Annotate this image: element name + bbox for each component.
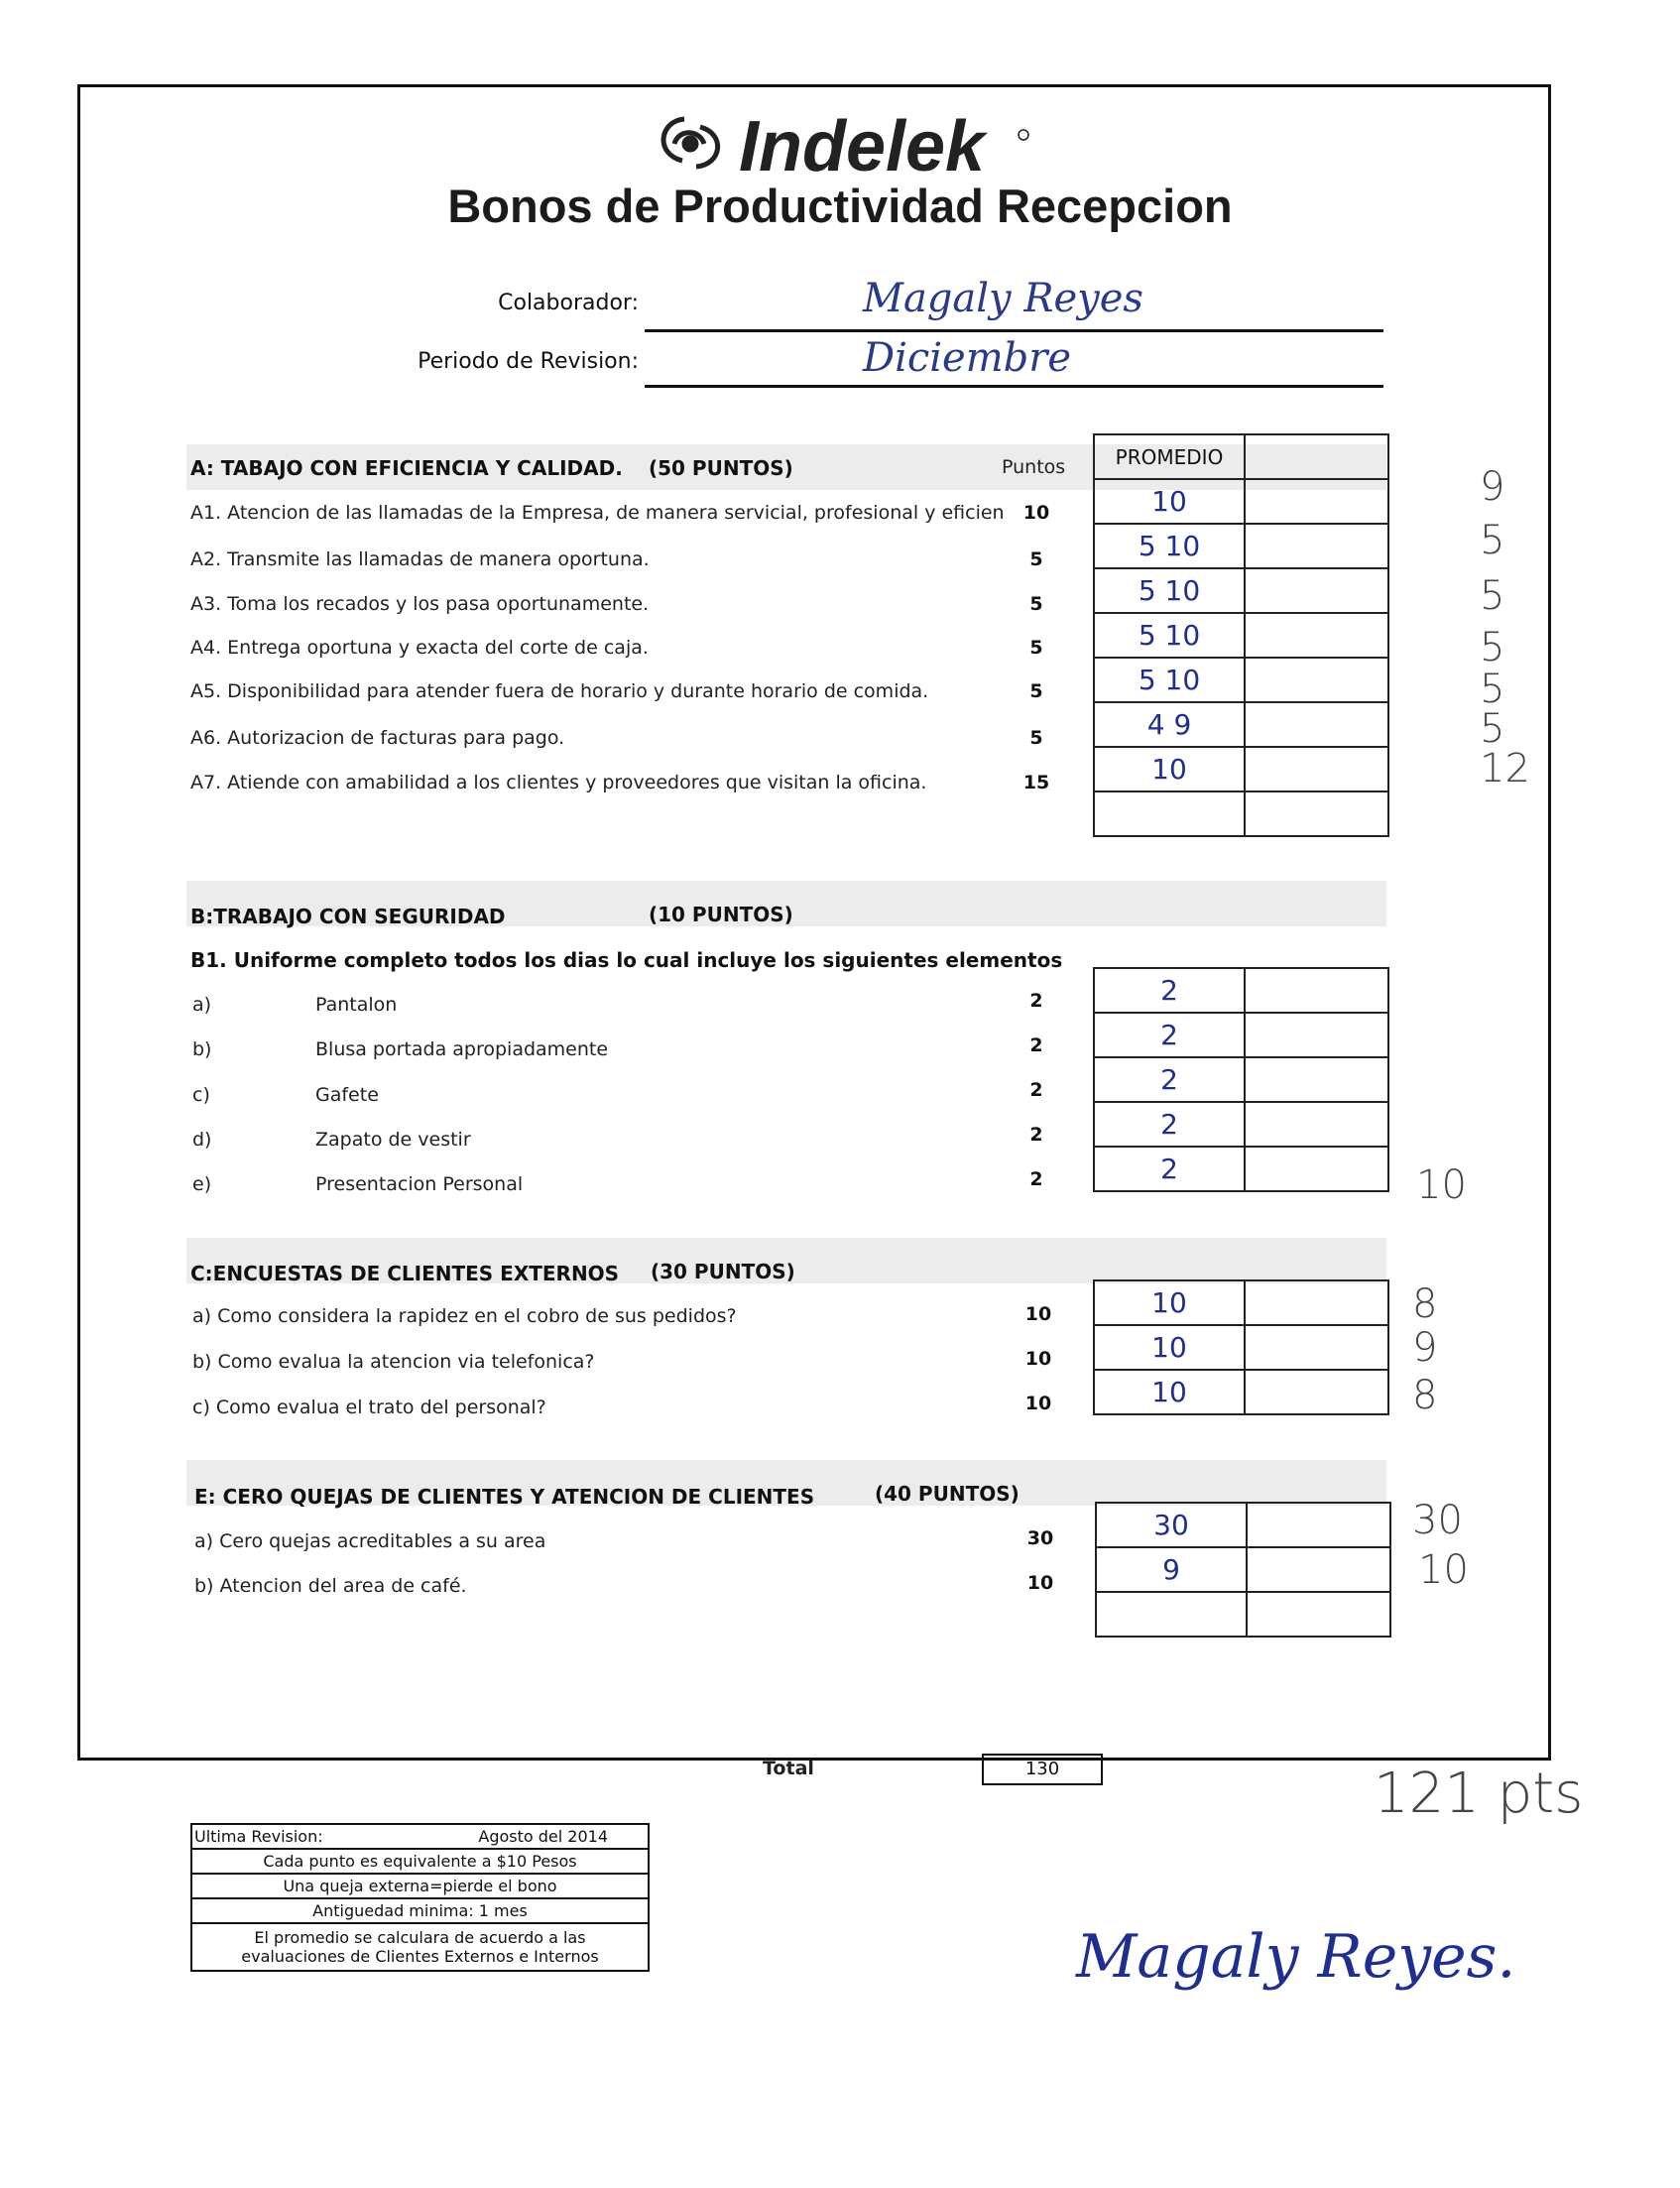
section-a-points: (50 PUNTOS) bbox=[649, 456, 793, 480]
section-b-title: B:TRABAJO CON SEGURIDAD bbox=[190, 905, 506, 928]
promedio-a4[interactable]: 5 10 bbox=[1094, 613, 1245, 658]
colaborador-line bbox=[645, 329, 1383, 332]
section-a-item: A7. Atiende con amabilidad a los clientes y proveedores que visitan la oficina. bbox=[190, 772, 927, 793]
grid-cell bbox=[1245, 702, 1388, 747]
promedio-b-c[interactable]: 2 bbox=[1094, 1057, 1245, 1102]
grid-cell bbox=[1245, 434, 1388, 479]
section-c-item: b) Como evalua la atencion via telefonica? bbox=[192, 1351, 595, 1373]
periodo-line bbox=[645, 385, 1383, 388]
grid-cell bbox=[1245, 524, 1388, 568]
section-a-item: A6. Autorizacion de facturas para pago. bbox=[190, 727, 565, 749]
grid-cell bbox=[1245, 1280, 1388, 1325]
section-e-points: (40 PUNTOS) bbox=[875, 1482, 1020, 1506]
promedio-c-b[interactable]: 10 bbox=[1094, 1325, 1245, 1370]
colaborador-label: Colaborador: bbox=[498, 291, 639, 315]
puntos-header: Puntos bbox=[1002, 456, 1066, 478]
notes-row: Antiguedad minima: 1 mes bbox=[191, 1898, 649, 1923]
puntos-b-d: 2 bbox=[1029, 1124, 1043, 1146]
item-letter: b) bbox=[192, 1038, 212, 1060]
grid-cell bbox=[1245, 613, 1388, 658]
section-c-points: (30 PUNTOS) bbox=[651, 1260, 795, 1283]
grid-cell bbox=[1245, 1013, 1388, 1057]
last-revision-label: Ultima Revision: bbox=[194, 1827, 323, 1846]
puntos-b-c: 2 bbox=[1029, 1079, 1043, 1101]
puntos-e-a: 30 bbox=[1026, 1527, 1054, 1549]
grid-cell bbox=[1094, 791, 1245, 836]
grid-cell bbox=[1245, 968, 1388, 1013]
grid-cell bbox=[1245, 791, 1388, 836]
notes-row bbox=[191, 1824, 649, 1849]
side-score: 5 bbox=[1480, 706, 1505, 752]
section-a-item: A3. Toma los recados y los pasa oportunamente. bbox=[190, 593, 650, 615]
promedio-a2[interactable]: 5 10 bbox=[1094, 524, 1245, 568]
side-score: 30 bbox=[1412, 1498, 1463, 1543]
section-b-points: (10 PUNTOS) bbox=[649, 903, 793, 926]
section-a-item: A1. Atencion de las llamadas de la Empresa, de manera servicial, profesional y eficien bbox=[190, 502, 1005, 524]
grid-cell bbox=[1245, 1102, 1388, 1147]
total-value: 130 bbox=[982, 1754, 1103, 1785]
section-e-title: E: CERO QUEJAS DE CLIENTES Y ATENCION DE CLIENTES bbox=[194, 1485, 815, 1509]
item-letter: d) bbox=[192, 1129, 212, 1151]
puntos-c-a: 10 bbox=[1024, 1303, 1052, 1325]
indelek-logo bbox=[645, 99, 1061, 188]
svg-text:Indelek: Indelek bbox=[739, 107, 986, 186]
section-a-item: A5. Disponibilidad para atender fuera de horario y durante horario de comida. bbox=[190, 680, 929, 702]
section-b-item: Presentacion Personal bbox=[315, 1173, 524, 1195]
promedio-header: PROMEDIO bbox=[1094, 434, 1245, 479]
puntos-a7: 15 bbox=[1022, 772, 1050, 793]
grid-cell bbox=[1247, 1503, 1390, 1547]
section-c-item: c) Como evalua el trato del personal? bbox=[192, 1397, 546, 1418]
section-e-item: a) Cero quejas acreditables a su area bbox=[194, 1530, 546, 1552]
promedio-a7[interactable]: 10 bbox=[1094, 747, 1245, 791]
grid-cell bbox=[1245, 747, 1388, 791]
section-e-item: b) Atencion del area de café. bbox=[194, 1575, 467, 1597]
notes-row: El promedio se calculara de acuerdo a las evaluaciones de Clientes Externos e Internos bbox=[191, 1923, 649, 1971]
promedio-c-a[interactable]: 10 bbox=[1094, 1280, 1245, 1325]
side-score: 9 bbox=[1412, 1325, 1438, 1371]
grid-cell bbox=[1245, 1147, 1388, 1191]
section-b-subtitle: B1. Uniforme completo todos los dias lo cual incluye los siguientes elementos bbox=[190, 948, 1063, 972]
promedio-b-b[interactable]: 2 bbox=[1094, 1013, 1245, 1057]
side-score: 5 bbox=[1480, 518, 1505, 563]
section-c-grid bbox=[1093, 1279, 1389, 1415]
grid-cell bbox=[1245, 658, 1388, 702]
side-score: 9 bbox=[1480, 464, 1505, 510]
grid-cell bbox=[1245, 479, 1388, 524]
section-b-item: Zapato de vestir bbox=[315, 1129, 471, 1151]
grid-cell bbox=[1245, 1325, 1388, 1370]
section-a-item: A4. Entrega oportuna y exacta del corte de caja. bbox=[190, 637, 649, 659]
grid-cell bbox=[1245, 1057, 1388, 1102]
promedio-a5[interactable]: 5 10 bbox=[1094, 658, 1245, 702]
section-e-grid bbox=[1095, 1502, 1391, 1638]
notes-row: Una queja externa=pierde el bono bbox=[191, 1874, 649, 1898]
grid-cell bbox=[1245, 568, 1388, 613]
section-b-item: Gafete bbox=[315, 1084, 379, 1106]
item-letter: a) bbox=[192, 994, 212, 1016]
page-title: Bonos de Productividad Recepcion bbox=[447, 180, 1233, 232]
section-c-title: C:ENCUESTAS DE CLIENTES EXTERNOS bbox=[190, 1262, 620, 1285]
total-handwritten: 121 pts bbox=[1374, 1762, 1584, 1826]
colaborador-value[interactable]: Magaly Reyes bbox=[863, 276, 1143, 321]
side-score: 10 bbox=[1416, 1162, 1467, 1208]
side-score: 8 bbox=[1412, 1373, 1438, 1418]
puntos-b-e: 2 bbox=[1029, 1168, 1043, 1190]
last-revision-date: Agosto del 2014 bbox=[478, 1827, 608, 1846]
puntos-a4: 5 bbox=[1029, 637, 1043, 659]
grid-cell bbox=[1245, 1370, 1388, 1414]
item-letter: c) bbox=[192, 1084, 210, 1106]
section-b-item: Blusa portada apropiadamente bbox=[315, 1038, 609, 1060]
indelek-swirl-logo bbox=[645, 99, 1061, 188]
side-score: 8 bbox=[1412, 1281, 1438, 1327]
side-score: 12 bbox=[1480, 746, 1530, 791]
periodo-value[interactable]: Diciembre bbox=[863, 335, 1072, 381]
puntos-b-b: 2 bbox=[1029, 1034, 1043, 1056]
grid-cell bbox=[1247, 1547, 1390, 1592]
promedio-a6[interactable]: 4 9 bbox=[1094, 702, 1245, 747]
puntos-a5: 5 bbox=[1029, 680, 1043, 702]
promedio-e-a[interactable]: 30 bbox=[1096, 1503, 1247, 1547]
promedio-a1[interactable]: 10 bbox=[1094, 479, 1245, 524]
promedio-b-a[interactable]: 2 bbox=[1094, 968, 1245, 1013]
puntos-e-b: 10 bbox=[1026, 1572, 1054, 1594]
promedio-c-c[interactable]: 10 bbox=[1094, 1370, 1245, 1414]
item-letter: e) bbox=[192, 1173, 212, 1195]
section-c-item: a) Como considera la rapidez en el cobro de sus pedidos? bbox=[192, 1305, 737, 1327]
section-b-grid bbox=[1093, 967, 1389, 1192]
promedio-b-e[interactable]: 2 bbox=[1094, 1147, 1245, 1191]
puntos-a1: 10 bbox=[1022, 502, 1050, 524]
side-score: 10 bbox=[1418, 1547, 1469, 1593]
puntos-c-c: 10 bbox=[1024, 1393, 1052, 1414]
promedio-b-d[interactable]: 2 bbox=[1094, 1102, 1245, 1147]
puntos-a2: 5 bbox=[1029, 548, 1043, 570]
section-a-title: A: TABAJO CON EFICIENCIA Y CALIDAD. bbox=[190, 456, 623, 480]
side-score: 5 bbox=[1480, 625, 1505, 670]
section-b-item: Pantalon bbox=[315, 994, 398, 1016]
notes-table bbox=[190, 1823, 650, 1972]
puntos-a6: 5 bbox=[1029, 727, 1043, 749]
grid-cell bbox=[1247, 1592, 1390, 1637]
side-score: 5 bbox=[1480, 573, 1505, 619]
section-a-grid bbox=[1093, 433, 1389, 837]
grid-cell bbox=[1096, 1592, 1247, 1637]
section-a-item: A2. Transmite las llamadas de manera oportuna. bbox=[190, 548, 650, 570]
puntos-a3: 5 bbox=[1029, 593, 1043, 615]
total-label: Total bbox=[763, 1758, 814, 1779]
notes-row: Cada punto es equivalente a $10 Pesos bbox=[191, 1849, 649, 1874]
promedio-a3[interactable]: 5 10 bbox=[1094, 568, 1245, 613]
signature: Magaly Reyes. bbox=[1076, 1922, 1516, 1992]
puntos-c-b: 10 bbox=[1024, 1348, 1052, 1370]
side-score: 5 bbox=[1480, 667, 1505, 712]
puntos-b-a: 2 bbox=[1029, 990, 1043, 1012]
promedio-e-b[interactable]: 9 bbox=[1096, 1547, 1247, 1592]
periodo-label: Periodo de Revision: bbox=[418, 349, 639, 374]
